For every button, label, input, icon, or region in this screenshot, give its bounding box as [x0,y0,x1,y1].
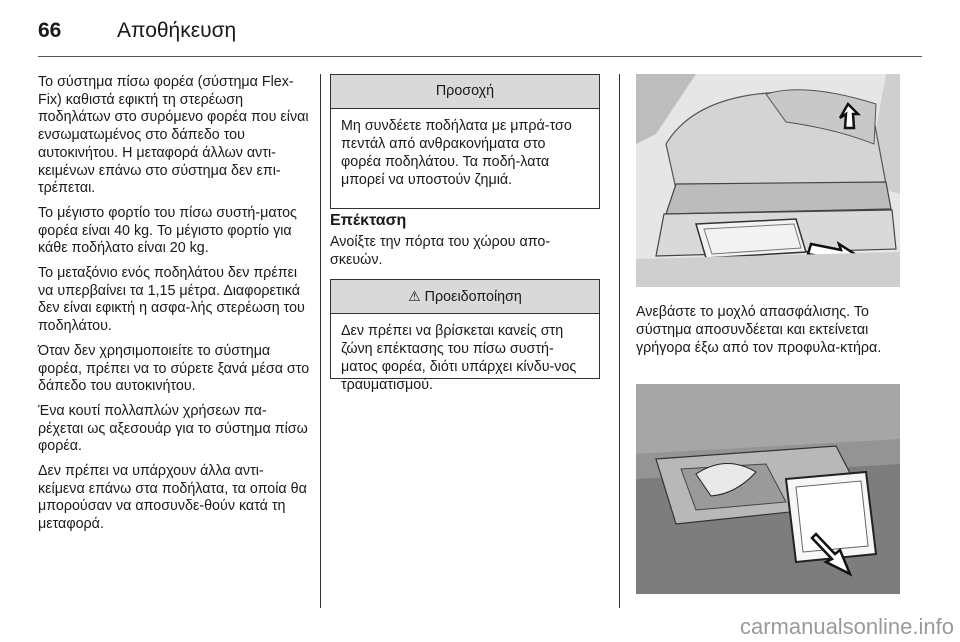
warning-triangle-icon: ⚠ [408,288,421,304]
trunk-release-lever-illustration [636,74,900,287]
watermark: carmanualsonline.info [739,614,954,639]
warning-header [331,280,599,314]
caution-title: Προσοχή [331,75,599,109]
section-text-extension: Ανοίξτε την πόρτα του χώρου απο-σκευών. [330,234,551,268]
column-1 [38,74,310,541]
page-title: Αποθήκευση [117,19,237,42]
carrier-extended-illustration [636,384,900,594]
page-number: 66 [38,19,62,42]
section-title-extension: Επέκταση [330,212,407,229]
column-divider-1 [320,74,321,608]
header-divider [38,56,922,57]
warning-text: Δεν πρέπει να βρίσκεται κανείς στη ζώνη επέκτασης του πίσω συστή-ματος φορέα, διότι υπάρχει κίνδυ-νος τραυματισμού. [341,323,577,393]
release-lever-text: Ανεβάστε το μοχλό απασφάλισης. Το σύστημα αποσυνδέεται και εκτείνεται γρήγορα έξω από τον προφυλα-κτήρα. [636,304,882,356]
column-divider-2 [619,74,620,608]
paragraph: Όταν δεν χρησιμοποιείτε το σύστημα φορέα, πρέπει να το σύρετε ξανά μέσα στο δάπεδο του αυτοκινήτου. [38,342,310,395]
caution-box [330,74,600,209]
caution-text: Μη συνδέετε ποδήλατα με μπρά-τσο πεντάλ από ανθρακονήματα στο φορέα ποδηλάτου. Τα ποδή-λατα μπορεί να υποστούν ζημιά. [341,118,572,188]
paragraph: Το μέγιστο φορτίο του πίσω συστή-ματος φορέα είναι 40 kg. Το μέγιστο φορτίο για κάθε ποδήλατο είναι 20 kg. [38,204,297,257]
paragraph: Δεν πρέπει να υπάρχουν άλλα αντι-κείμενα επάνω στα ποδήλατα, τα οποία θα μπορούσαν να αποσυνδε-θούν κατά τη μεταφορά. [38,463,307,533]
paragraph: Το σύστημα πίσω φορέα (σύστημα Flex-Fix) καθιστά εφικτή τη στερέωση ποδηλάτων στο συρόμενο φορέα που είναι ενσωματωμένος στο δάπεδο του αυτοκινήτου. Η μεταφορά άλλων αντι-κειμένων επάνω στο σύστημα δεν επι-τρέπεται. [38,74,309,197]
page-header [38,16,922,56]
paragraph: Το μεταξόνιο ενός ποδηλάτου δεν πρέπει να υπερβαίνει τα 1,15 μέτρα. Διαφορετικά δεν είναι εφικτή η ασφα-λής στερέωση του ποδηλάτου. [38,265,305,335]
warning-title: Προειδοποίηση [424,289,522,305]
paragraph: Ένα κουτί πολλαπλών χρήσεων πα-ρέχεται ως αξεσουάρ για το σύστημα πίσω φορέα. [38,402,308,455]
warning-box [330,279,600,393]
